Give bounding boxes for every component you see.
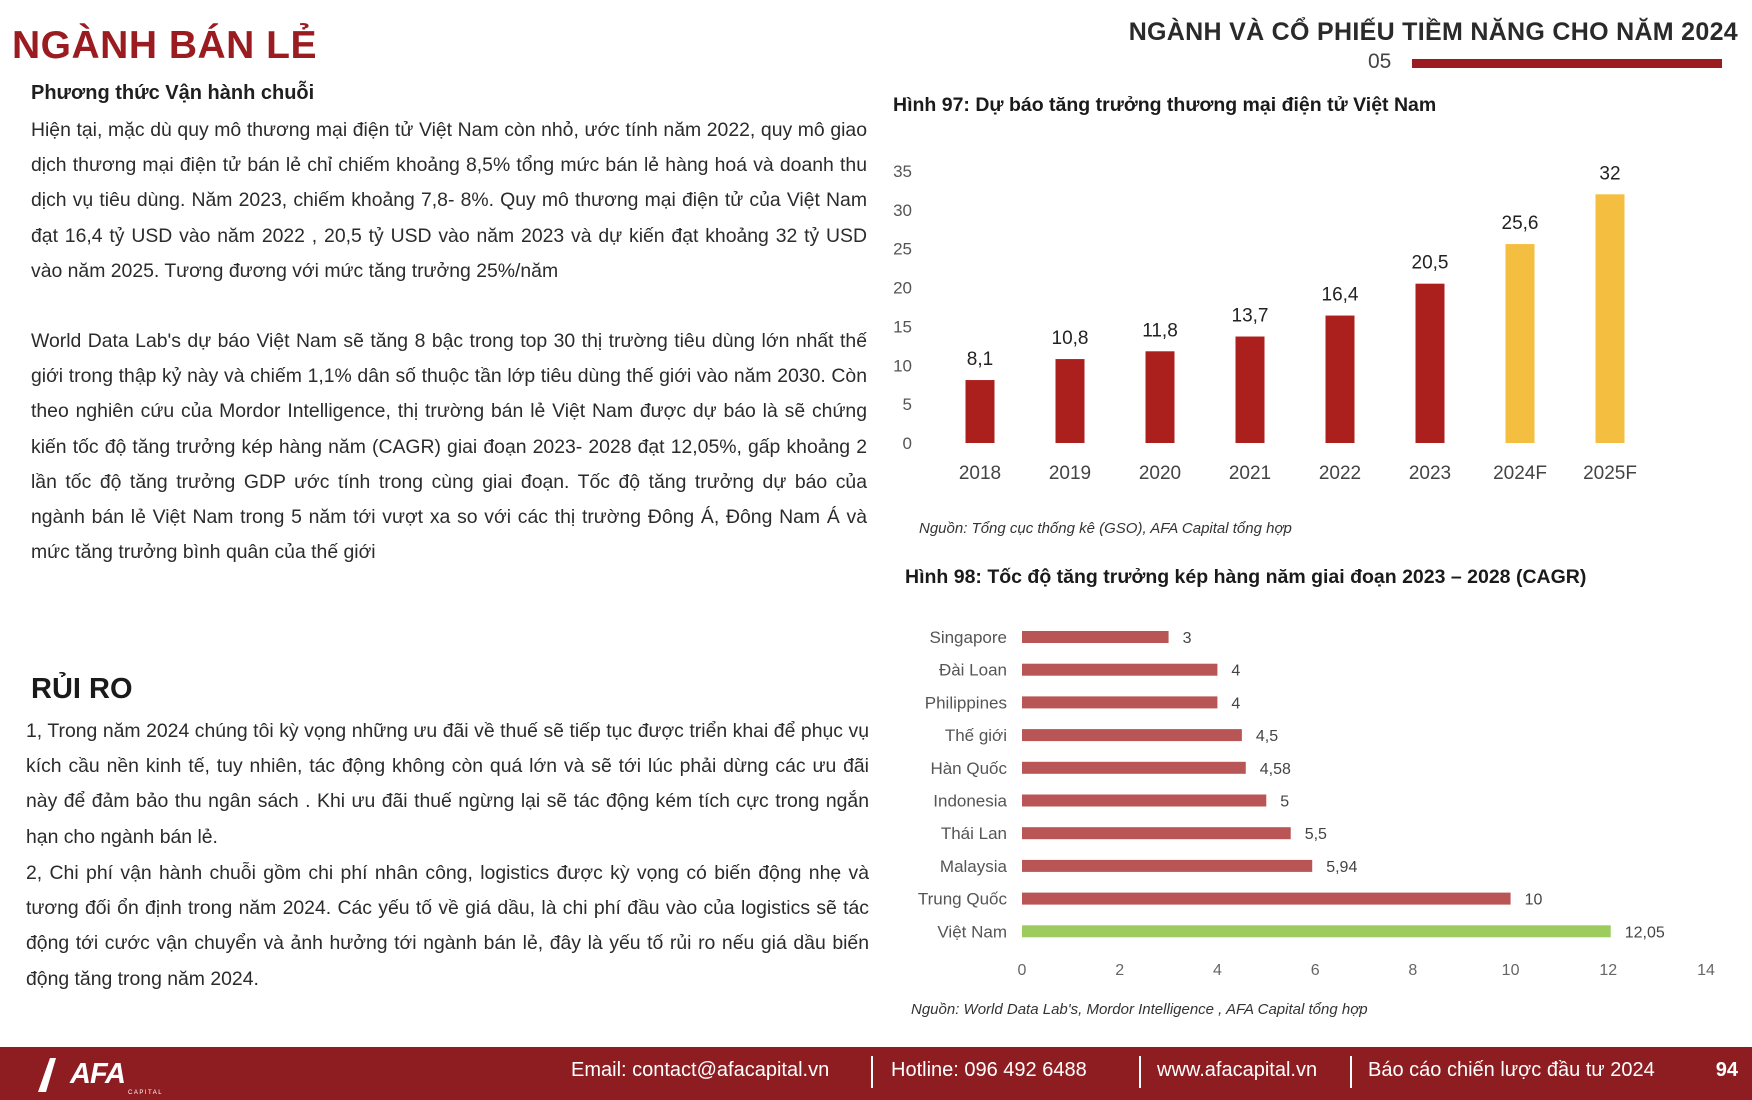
- footer-email[interactable]: Email: contact@afacapital.vn: [571, 1059, 830, 1081]
- bar: [1022, 795, 1266, 807]
- data-label: 8,1: [966, 349, 994, 371]
- y-tick-label: 15: [893, 317, 912, 337]
- data-label: 4,5: [1255, 728, 1279, 746]
- x-tick-label: 2: [1115, 962, 1125, 979]
- footer-separator: [871, 1056, 873, 1088]
- subheading: Phương thức Vận hành chuỗi: [31, 82, 315, 104]
- data-label: 4,58: [1259, 760, 1291, 778]
- bar: [1022, 860, 1312, 872]
- data-label: 3: [1182, 630, 1192, 647]
- category-label: Đài Loan: [938, 660, 1007, 680]
- bar: [1022, 631, 1169, 643]
- paragraph-ecommerce: Hiện tại, mặc dù quy mô thương mại điện tử Việt Nam còn nhỏ, ước tính năm 2022, quy mô giao dịch thương mại điện tử bán lẻ chỉ chiếm khoảng 8,5% tổng mức bán lẻ hàng hoá và doanh thu dịch vụ tiêu dùng. Năm 2023, chiếm khoảng 7,8- 8%. Quy mô thương mại điện tử của Việt Nam đạt 16,4 tỷ USD vào năm 2022 , 20,5 tỷ USD vào năm 2023 và dự kiến đạt khoảng 32 tỷ USD vào năm 2025. Tương đương với mức tăng trưởng 25%/năm: [31, 119, 867, 282]
- footer-report-name: Báo cáo chiến lược đầu tư 2024: [1368, 1059, 1655, 1081]
- section-title: NGÀNH BÁN LẺ: [12, 24, 317, 67]
- footer-separator: [1139, 1056, 1141, 1088]
- category-label: Indonesia: [933, 791, 1007, 811]
- data-label: 13,7: [1231, 305, 1269, 327]
- x-tick-label: 2019: [1048, 463, 1092, 484]
- footer-separator: [1350, 1056, 1352, 1088]
- bar: [1022, 664, 1217, 676]
- x-tick-label: 2023: [1408, 463, 1452, 484]
- category-label: Singapore: [929, 628, 1007, 647]
- data-label: 5,5: [1304, 826, 1327, 844]
- risk-paragraph-1: 1, Trong năm 2024 chúng tôi kỳ vọng những ưu đãi về thuế sẽ tiếp tục được triển khai để phục vụ kích cầu nền kinh tế, tuy nhiên, tác động không còn quá lớn và sẽ tới lúc phải dừng các ưu đãi này để đảm bảo thu ngân sách . Khi ưu đãi thuế ngừng lại sẽ tác động kém tích cực trong ngắn hạn cho ngành bán lẻ.: [26, 720, 869, 848]
- bar: [1022, 762, 1246, 774]
- data-label: 5: [1280, 793, 1290, 811]
- data-label: 32: [1599, 163, 1621, 185]
- x-tick-label: 2024F: [1493, 463, 1547, 484]
- y-tick-label: 20: [893, 278, 912, 298]
- y-tick-label: 35: [893, 162, 912, 181]
- x-tick-label: 4: [1212, 962, 1222, 979]
- bar: [1022, 696, 1217, 708]
- report-title: NGÀNH VÀ CỔ PHIẾU TIỀM NĂNG CHO NĂM 2024: [1128, 18, 1738, 46]
- x-tick-label: 2020: [1138, 463, 1182, 484]
- risk-paragraph-2: 2, Chi phí vận hành chuỗi gồm chi phí nhân công, logistics được kỳ vọng có biến động nhẹ và tương đối ổn định trong năm 2024. Các yếu tố về giá dầu, là chi phí đầu vào của logistics sẽ tác động tới cước vận chuyển và ảnh hưởng tới ngành bán lẻ, đây là yếu tố rủi ro nếu giá dầu biến động tăng trong năm 2024.: [26, 862, 869, 990]
- x-tick-label: 10: [1501, 962, 1520, 979]
- x-tick-label: 2022: [1318, 463, 1362, 484]
- x-tick-label: 6: [1310, 962, 1320, 979]
- y-tick-label: 5: [902, 395, 912, 415]
- category-label: Hàn Quốc: [930, 758, 1007, 778]
- afa-logo: [36, 1052, 164, 1096]
- logo-text: AFA: [70, 1058, 125, 1090]
- data-label: 10,8: [1051, 328, 1089, 350]
- category-label: Thái Lan: [940, 824, 1007, 844]
- bar: [1022, 729, 1242, 741]
- figure-98-title: Hình 98: Tốc độ tăng trưởng kép hàng năm giai đoạn 2023 – 2028 (CAGR): [905, 566, 1587, 588]
- y-tick-label: 0: [902, 434, 912, 453]
- y-tick-label: 10: [893, 356, 912, 376]
- data-label: 10: [1524, 891, 1543, 909]
- data-label: 20,5: [1411, 252, 1449, 274]
- paragraph-forecast: World Data Lab's dự báo Việt Nam sẽ tăng 8 bậc trong top 30 thị trường tiêu dùng lớn nhất thế giới trong thập kỷ này và chiếm 1,1% dân số thuộc tần lớp tiêu dùng thế giới vào năm 2030. Còn theo nghiên cứu của Mordor Intelligence, thị trường bán lẻ Việt Nam được dự báo là sẽ chứng kiến tốc độ tăng trưởng kép hàng năm (CAGR) giai đoạn 2023- 2028 đạt 12,05%, gấp khoảng 2 lần tốc độ tăng trưởng GDP ước tính trong cùng giai đoạn. Tốc độ tăng trưởng dự báo của ngành bán lẻ Việt Nam trong 5 năm tới vượt xa so với các thị trường Đông Á, Đông Nam Á và mức tăng trưởng bình quân của thế giới: [31, 330, 867, 564]
- footer-hotline[interactable]: Hotline: 096 492 6488: [891, 1059, 1087, 1081]
- data-label: 5,94: [1326, 858, 1358, 876]
- x-tick-label: 8: [1408, 962, 1418, 979]
- data-label: 11,8: [1142, 320, 1178, 342]
- category-label: Trung Quốc: [917, 889, 1007, 909]
- category-label: Philippines: [924, 693, 1007, 713]
- data-label: 12,05: [1624, 924, 1665, 942]
- risk-heading: RỦI RO: [31, 673, 133, 705]
- data-label: 16,4: [1321, 284, 1359, 306]
- x-tick-label: 2025F: [1583, 463, 1637, 484]
- y-tick-label: 25: [893, 239, 912, 259]
- data-label: 4: [1231, 695, 1241, 713]
- bar: [1022, 827, 1291, 839]
- figure-97-source: Nguồn: Tổng cục thống kê (GSO), AFA Capital tổng hợp: [919, 520, 1292, 537]
- y-tick-label: 30: [893, 200, 912, 220]
- page-number: 94: [1715, 1059, 1738, 1081]
- x-tick-label: 0: [1017, 962, 1027, 979]
- category-label: Thế giới: [944, 726, 1007, 746]
- data-label: 4: [1231, 662, 1241, 680]
- x-tick-label: 12: [1599, 962, 1618, 979]
- chapter-number: 05: [1368, 50, 1392, 73]
- x-tick-label: 2018: [958, 463, 1002, 484]
- x-tick-label: 14: [1697, 962, 1715, 979]
- x-tick-label: 2021: [1228, 463, 1272, 484]
- figure-97-title: Hình 97: Dự báo tăng trưởng thương mại điện tử Việt Nam: [893, 94, 1437, 116]
- footer-website[interactable]: www.afacapital.vn: [1157, 1059, 1318, 1081]
- figure-98-source: Nguồn: World Data Lab's, Mordor Intelligence , AFA Capital tổng hợp: [911, 1001, 1368, 1018]
- footer-bar: [0, 1047, 1752, 1100]
- category-label: Malaysia: [939, 856, 1007, 876]
- data-label: 25,6: [1501, 213, 1539, 235]
- category-label: Việt Nam: [937, 922, 1007, 942]
- bar: [1022, 893, 1511, 905]
- bar: [1022, 925, 1611, 937]
- logo-subtext: CAPITAL: [128, 1090, 164, 1096]
